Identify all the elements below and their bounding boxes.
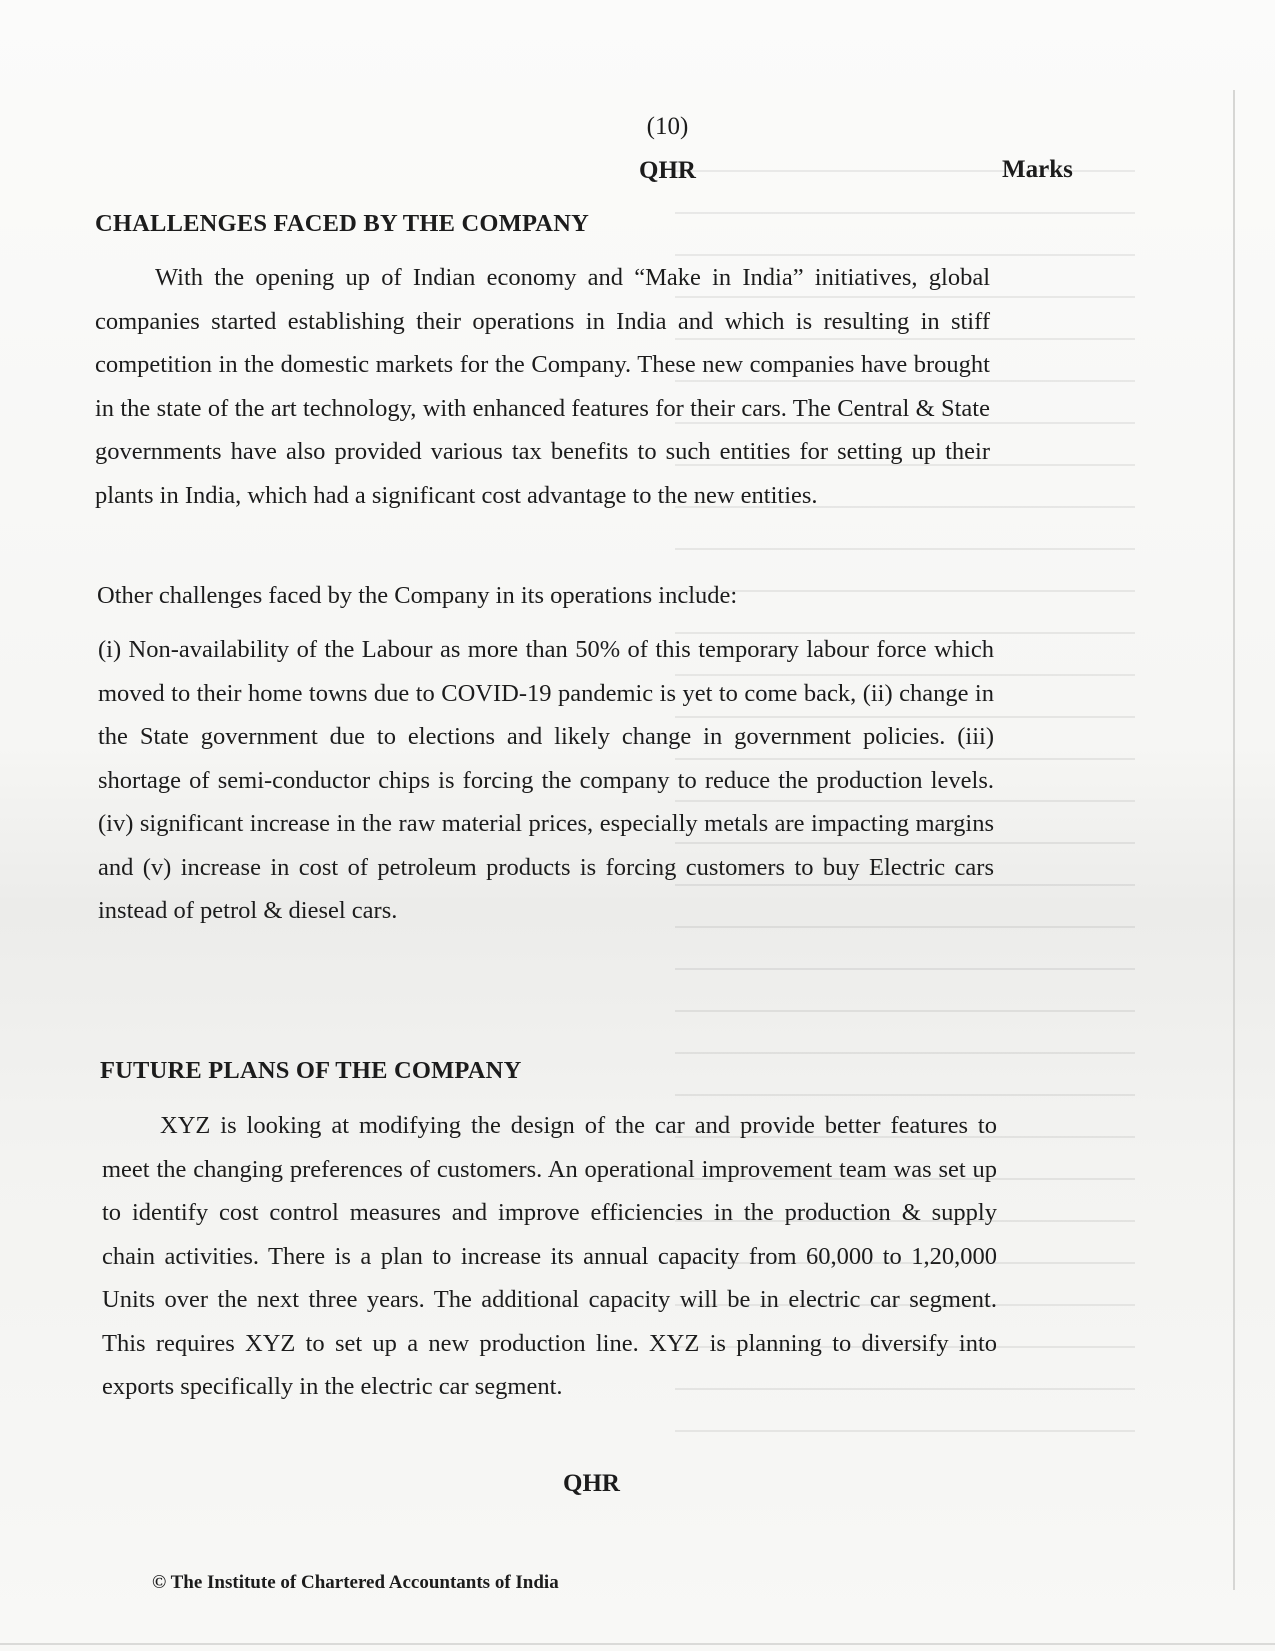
- footer-qhr-label: QHR: [563, 1470, 620, 1497]
- challenges-heading: CHALLENGES FACED BY THE COMPANY: [95, 210, 589, 237]
- future-plans-paragraph: XYZ is looking at modifying the design of the car and provide better features to meet the changing preferences of customers. An operational improvement team was set up to identify cost control measures and improve efficiencies in the production & supply chain activities. There is a plan to increase its annual capacity from 60,000 to 1,20,000 Units over the next three years. The additional capacity will be in electric car segment. This requires XYZ to set up a new production line. XYZ is planning to diversify into exports specifically in the electric car segment.: [102, 1112, 997, 1400]
- marks-column-label: Marks: [1002, 156, 1073, 183]
- future-plans-heading: FUTURE PLANS OF THE COMPANY: [100, 1057, 522, 1084]
- page-bottom-edge: [0, 1643, 1275, 1645]
- copyright-notice: © The Institute of Chartered Accountants of India: [152, 1572, 559, 1593]
- challenges-paragraph-2: Other challenges faced by the Company in its operations include:: [97, 582, 738, 609]
- challenges-paragraph-3: (i) Non-availability of the Labour as more than 50% of this temporary labour force which moved to their home towns due to COVID-19 pandemic is yet to come back, (ii) change in the State government due to elections and likely change in government policies. (iii) shortage of semi-conductor chips is forcing the company to reduce the production levels. (iv) significant increase in the raw material prices, especially metals are impacting margins and (v) increase in cost of petroleum products is forcing customers to buy Electric cars instead of petrol & diesel cars.: [98, 636, 994, 924]
- page-number: (10): [646, 113, 689, 140]
- header-qhr-label: QHR: [639, 157, 696, 184]
- page-edge-line: [1233, 90, 1235, 1590]
- challenges-paragraph-1: With the opening up of Indian economy and “Make in India” initiatives, global companies started establishing their operations in India and which is resulting in stiff competition in the domestic markets for the Company. These new companies have brought in the state of the art technology, with enhanced features for their cars. The Central & State governments have also provided various tax benefits to such entities for setting up their plants in India, which had a significant cost advantage to the new entities.: [95, 264, 990, 509]
